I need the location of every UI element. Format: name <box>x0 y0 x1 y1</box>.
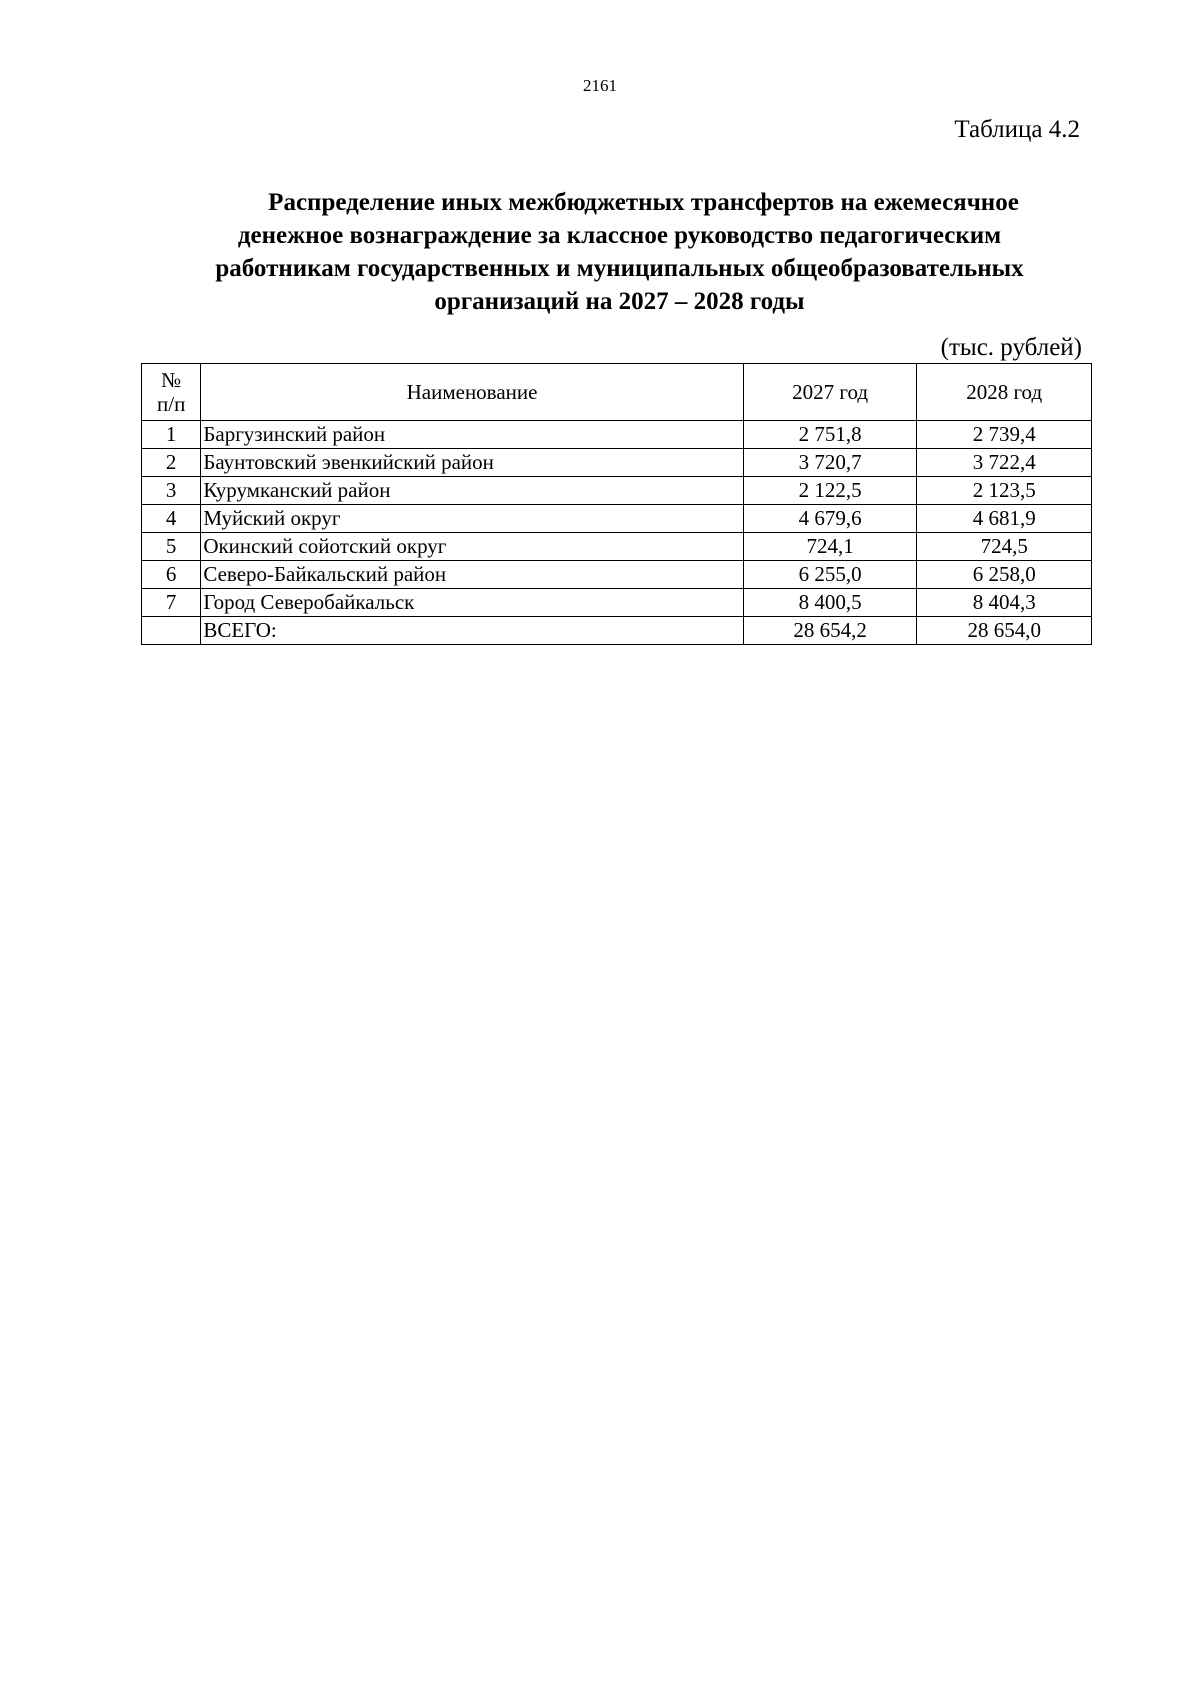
row-name: Город Северобайкальск <box>201 589 743 617</box>
row-value-2028: 4 681,9 <box>917 505 1092 533</box>
table-row <box>142 449 1092 477</box>
table-row <box>142 533 1092 561</box>
row-num: 6 <box>142 561 201 589</box>
table-row <box>142 477 1092 505</box>
row-num: 4 <box>142 505 201 533</box>
total-label: ВСЕГО: <box>201 617 743 645</box>
row-num: 7 <box>142 589 201 617</box>
row-name: Баунтовский эвенкийский район <box>201 449 743 477</box>
title-line: организаций на 2027 – 2028 годы <box>434 288 805 315</box>
total-num <box>142 617 201 645</box>
row-value-2028: 6 258,0 <box>917 561 1092 589</box>
row-value-2028: 3 722,4 <box>917 449 1092 477</box>
table-row <box>142 505 1092 533</box>
table-row <box>142 589 1092 617</box>
header-num <box>142 364 201 421</box>
header-num-line2: п/п <box>157 392 186 416</box>
table-row <box>142 561 1092 589</box>
row-name: Северо-Байкальский район <box>201 561 743 589</box>
row-value-2027: 6 255,0 <box>743 561 917 589</box>
total-value-2027: 28 654,2 <box>743 617 917 645</box>
row-value-2027: 4 679,6 <box>743 505 917 533</box>
title-line: Распределение иных межбюджетных трансфертов на ежемесячное <box>268 189 1019 216</box>
row-value-2028: 8 404,3 <box>917 589 1092 617</box>
row-value-2027: 2 122,5 <box>743 477 917 505</box>
row-num: 1 <box>142 421 201 449</box>
table-header-row <box>142 364 1092 421</box>
row-num: 5 <box>142 533 201 561</box>
table-total-row <box>142 617 1092 645</box>
row-value-2027: 3 720,7 <box>743 449 917 477</box>
row-value-2028: 2 739,4 <box>917 421 1092 449</box>
header-year-2028: 2028 год <box>917 364 1092 421</box>
row-value-2028: 724,5 <box>917 533 1092 561</box>
header-name: Наименование <box>201 364 743 421</box>
row-name: Муйский округ <box>201 505 743 533</box>
row-name: Баргузинский район <box>201 421 743 449</box>
row-value-2027: 8 400,5 <box>743 589 917 617</box>
page-number: 2161 <box>583 76 617 95</box>
total-value-2028: 28 654,0 <box>917 617 1092 645</box>
row-name: Курумканский район <box>201 477 743 505</box>
row-num: 3 <box>142 477 201 505</box>
transfers-table <box>141 363 1092 645</box>
row-value-2027: 2 751,8 <box>743 421 917 449</box>
header-num-line1: № <box>161 368 182 392</box>
header-year-2027: 2027 год <box>743 364 917 421</box>
table-label: Таблица 4.2 <box>954 116 1080 143</box>
document-title <box>142 186 1097 318</box>
row-num: 2 <box>142 449 201 477</box>
units-label: (тыс. рублей) <box>940 334 1082 361</box>
title-line: денежное вознаграждение за классное руководство педагогическим <box>237 222 1002 249</box>
row-value-2027: 724,1 <box>743 533 917 561</box>
table-row <box>142 421 1092 449</box>
title-line: работникам государственных и муниципальных общеобразовательных <box>215 255 1024 282</box>
row-value-2028: 2 123,5 <box>917 477 1092 505</box>
row-name: Окинский сойотский округ <box>201 533 743 561</box>
